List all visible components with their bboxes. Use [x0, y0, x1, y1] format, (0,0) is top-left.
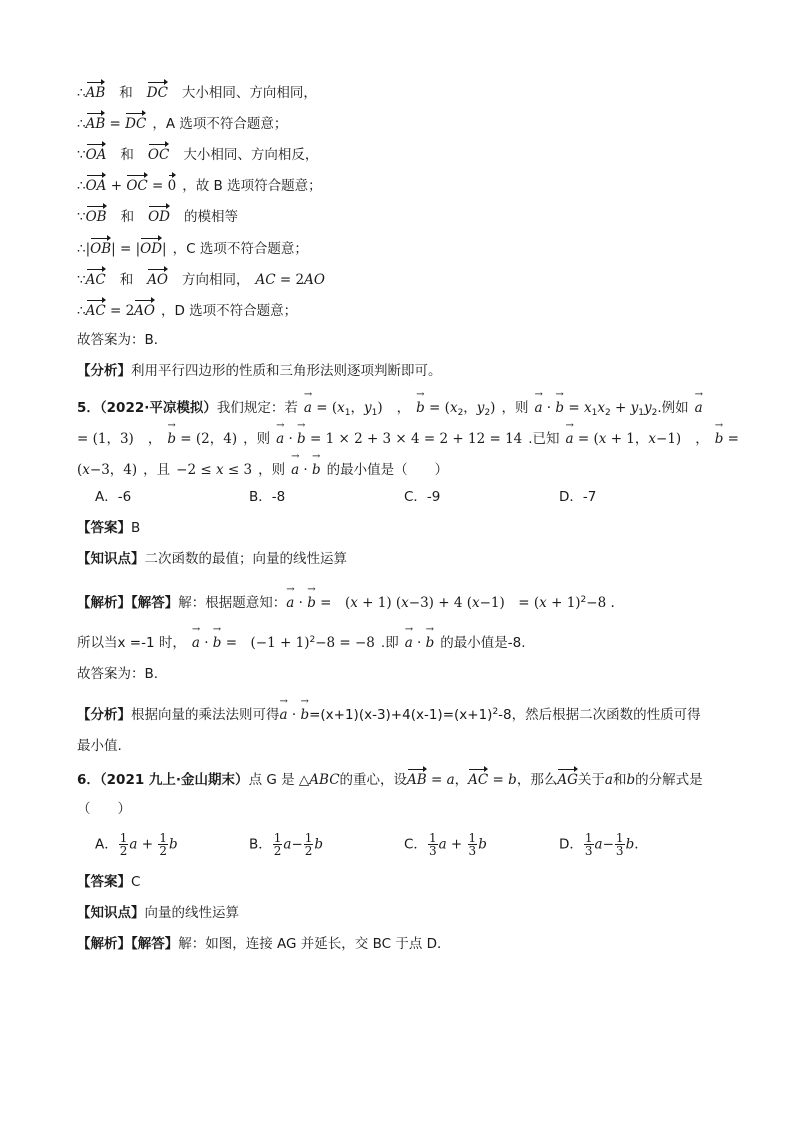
q5-option-a[interactable]: A．-6: [95, 489, 132, 505]
q5-answer: 【答案】B: [77, 520, 141, 536]
q6-stem-line-1: 6．（2021 九上·金山期末）点 G 是 △ABC的重心，设AB = a，AC = b，那么AG关于a和b的分解式是: [77, 768, 703, 788]
q5-solution-line-2: 所以当x =-1 时，→ a · → b = $(-1 + 1)^2-8 = -8$ .即→ a · → b 的最小值是-8.: [77, 628, 526, 648]
q5-solution-line-3: 故答案为：B.: [77, 666, 159, 682]
q6-knowledge-point: 【知识点】向量的线性运算: [77, 905, 239, 921]
q5-analysis-line-2: 最小值.: [77, 738, 122, 754]
q5-knowledge-point: 【知识点】二次函数的最值；向量的线性运算: [77, 551, 347, 567]
q5-analysis-line-1: 【分析】根据向量的乘法法则可得→ a · → $b=(x+1)(x-3)+4(x-1)=(x+1)^2-8$，然后根据二次函数的性质可得: [77, 700, 701, 720]
q5-solution-line-1: 【解析】【解答】解：根据题意知：→ a · → b = (x + 1) (x−3) + 4 (x−1) = $(x + 1)^2-8$ .: [77, 588, 615, 608]
q5-stem-line-2: = (1，3) ，→ b = (2，4) ，则→ a · → b = 1 × 2 + 3 × 4 = 2 + 12 = 14 .已知→ a = (x + 1，x−1) ，→ b =: [77, 424, 739, 444]
proof-line-7: ∵AC 和 AO 方向相同， AC = 2AO: [77, 268, 325, 288]
q5-stem-line-3: (x−3，4) ，且 −2 ≤ x ≤ 3 ，则→ a · → b 的最小值是（ ）: [77, 455, 448, 475]
proof-line-6: ∴|OB| = |OD| ，C 选项不符合题意；: [77, 237, 308, 257]
q6-answer: 【答案】C: [77, 874, 141, 890]
q6-option-a[interactable]: A． $\frac{1}{2}$ a + $\frac{1}{2}$ b: [95, 831, 178, 858]
q6-option-b[interactable]: B． $\frac{1}{2}$ a− $\frac{1}{2}$ b: [249, 831, 324, 858]
analysis-line: 【分析】利用平行四边形的性质和三角形法则逐项判断即可。: [77, 363, 442, 379]
proof-line-2: ∴AB = DC ，A 选项不符合题意；: [77, 112, 287, 132]
q5-option-b[interactable]: B．-8: [249, 489, 286, 505]
proof-line-3: ∵OA 和 OC 大小相同、方向相反，: [77, 143, 318, 163]
answer-line: 故答案为：B．: [77, 332, 168, 348]
q6-solution-line-1: 【解析】【解答】解：如图，连接 AG 并延长，交 BC 于点 D．: [77, 936, 451, 952]
q6-option-c[interactable]: C． $\frac{1}{3}$ a + $\frac{1}{3}$ b: [404, 831, 487, 858]
q5-option-d[interactable]: D．-7: [559, 489, 597, 505]
q5-stem-line-1: 5．（2022·平凉模拟）我们规定：若→ $a = (x_1$，$y_1$) ，→ $b = (x_2$，$y_2$) ，则→ a · → $b = x_1x_2 + y_1y_2$.例如→ a: [77, 393, 703, 413]
proof-line-1: ∴AB 和 DC 大小相同、方向相同，: [77, 81, 317, 101]
proof-line-5: ∵OB 和 OD 的模相等: [77, 205, 238, 225]
q6-stem-line-2: （ ）: [77, 801, 131, 817]
q6-option-d[interactable]: D． $\frac{1}{3}$ a− $\frac{1}{3}$ b.: [559, 831, 639, 858]
proof-line-4: ∴OA + OC = 0 ，故 B 选项符合题意；: [77, 174, 322, 194]
q5-option-c[interactable]: C．-9: [404, 489, 441, 505]
proof-line-8: ∴AC = 2AO ，D 选项不符合题意；: [77, 299, 297, 319]
